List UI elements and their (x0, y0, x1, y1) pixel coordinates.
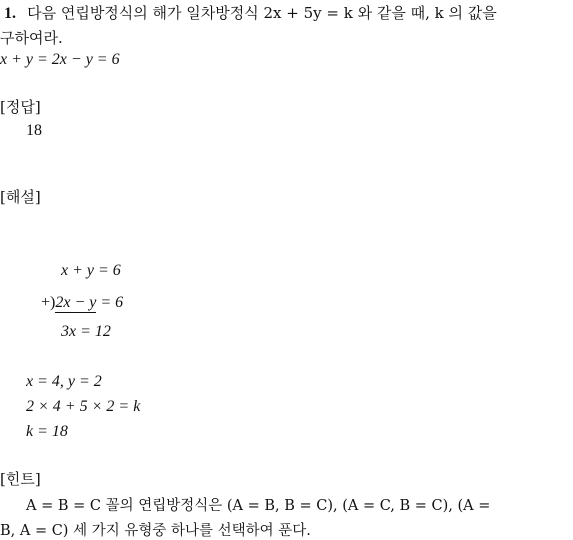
problem-equation: x + y = 2x − y = 6 (0, 51, 120, 68)
explanation-eq3: 3x = 12 (61, 323, 111, 340)
explanation-step2: 2 × 4 + 5 × 2 = k (26, 398, 141, 415)
problem-header (4, 2, 497, 23)
problem-text-line2: 구하여라. (0, 29, 63, 47)
answer-label: [정답] (0, 98, 41, 116)
explanation-label: [해설] (0, 188, 41, 206)
explanation-eq1: x + y = 6 (61, 262, 121, 279)
problem-number: 1. (4, 5, 16, 22)
hint-line1: A = B = C 꼴의 연립방정식은 (A = B, B = C), (A = C, B = C), (A = (26, 498, 491, 514)
explanation-eq2-lhs: 2x − y (55, 294, 97, 311)
explanation-step1: x = 4, y = 2 (26, 373, 102, 390)
hint-line2: B, A = C) 세 가지 유형중 하나를 선택하여 푼다. (0, 523, 311, 539)
addition-sign: +) (41, 294, 56, 311)
explanation-step3: k = 18 (26, 423, 68, 440)
problem-text-line1: 다음 연립방정식의 해가 일차방정식 2x + 5y = k 와 같을 때, k 의 값을 (27, 4, 497, 22)
explanation-eq2-rhs: = 6 (100, 294, 124, 311)
hint-label: [힌트] (0, 470, 41, 488)
answer-value: 18 (26, 122, 42, 139)
explanation-eq2 (41, 292, 123, 312)
